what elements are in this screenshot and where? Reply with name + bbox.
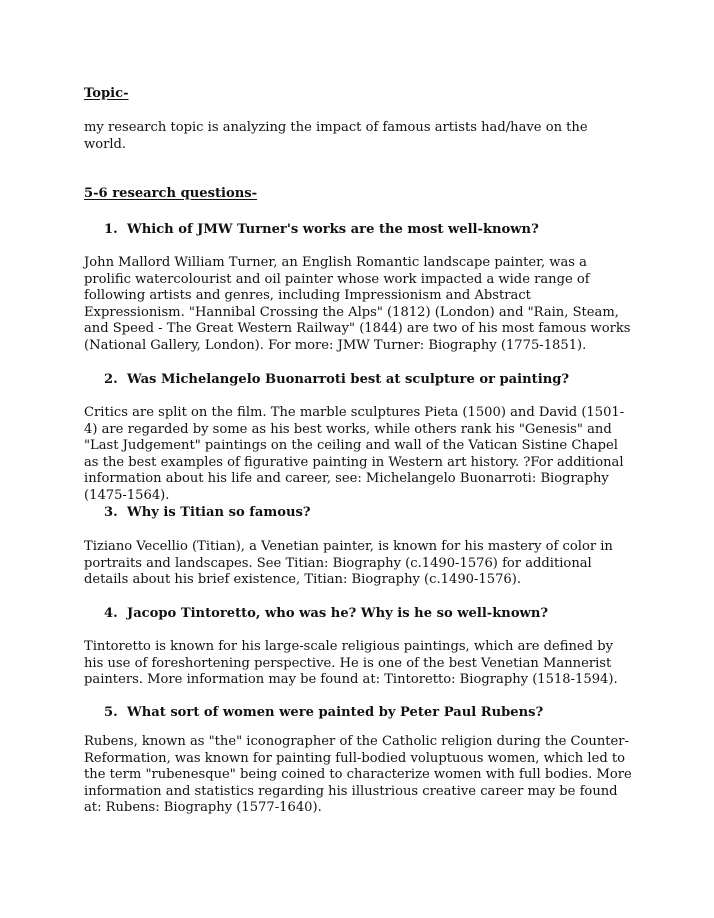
answer-1: John Mallord William Turner, an English Romantic landscape painter, was a prolific watercolourist and oil painter whose work impacted a wide range of following artists and genres, including Impressionism and Abstract Expressionism. "Hannibal Crossing the Alps" (1812) (London) and "Rain, Steam, and Speed - The Great Western Railway" (1844) are two of his most famous works (National Gallery, London). For more: JMW Turner: Biography (1775-1851). (84, 255, 631, 353)
topic-heading: Topic- (84, 86, 129, 101)
answer-5: Rubens, known as "the" iconographer of the Catholic religion during the Counter-Reformation, was known for painting full-bodied voluptuous women, which led to the term "rubenesque" being coined to characterize women with full bodies. More information and statistics regarding his illustrious creative career may be found at: Rubens: Biography (1577-1640). (84, 734, 632, 816)
answer-3: Tiziano Vecellio (Titian), a Venetian painter, is known for his mastery of color in portraits and landscapes. See Titian: Biography (c.1490-1576) for additional details about his brief existence, Titian: Biography (c.1490-1576). (84, 539, 613, 588)
question-text: Which of JMW Turner's works are the most well-known? (127, 222, 539, 237)
question-5 (104, 705, 632, 722)
answer-4: Tintoretto is known for his large-scale religious paintings, which are defined by his use of foreshortening perspective. He is one of the best Venetian Mannerist painters. More information may be found at: Tintoretto: Biography (1518-1594). (84, 639, 618, 688)
question-3 (104, 505, 632, 522)
topic-text: my research topic is analyzing the impact of famous artists had/have on the world. (84, 120, 588, 152)
question-text: Was Michelangelo Buonarroti best at sculpture or painting? (127, 372, 570, 387)
question-number: 3. (104, 505, 118, 520)
question-2 (104, 372, 632, 389)
answer-2: Critics are split on the film. The marble sculptures Pieta (1500) and David (1501-4) are regarded by some as his best works, while others rank his "Genesis" and "Last Judgement" paintings on the ceiling and wall of the Vatican Sistine Chapel as the best examples of figurative painting in Western art history. ?For additional information about his life and career, see: Michelangelo Buonarroti: Biography (1475-1564). (84, 405, 625, 503)
questions-heading: 5-6 research questions- (84, 186, 258, 201)
question-number: 4. (104, 606, 118, 621)
question-text: What sort of women were painted by Peter Paul Rubens? (127, 705, 544, 720)
question-number: 2. (104, 372, 118, 387)
question-text: Why is Titian so famous? (127, 505, 311, 520)
question-text: Jacopo Tintoretto, who was he? Why is he so well-known? (127, 606, 549, 621)
question-4 (104, 606, 632, 623)
question-1 (104, 222, 632, 239)
question-number: 1. (104, 222, 118, 237)
question-number: 5. (104, 705, 118, 720)
